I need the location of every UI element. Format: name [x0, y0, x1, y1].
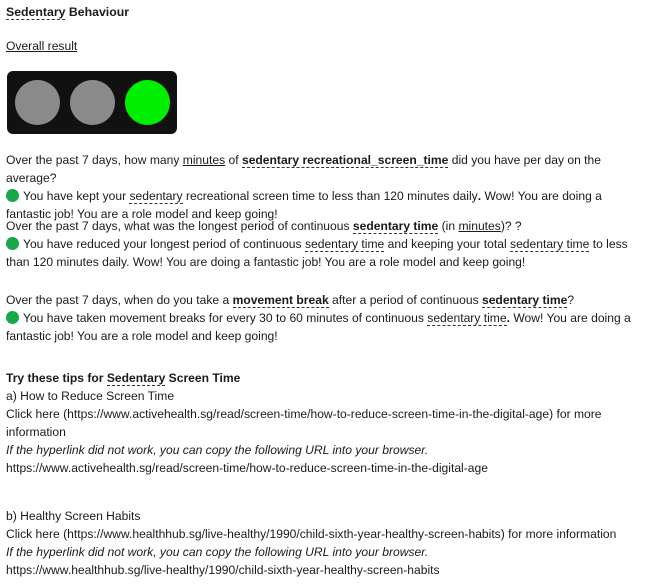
key-term: sedentary time: [481, 293, 568, 307]
title-prefix: Sedentary: [6, 5, 66, 19]
tip-a-url: https://www.activehealth.sg/read/screen-time/how-to-reduce-screen-time-in-the-digital-age: [6, 461, 488, 475]
tips-heading: Try these tips for Sedentary Screen Time: [6, 371, 241, 385]
green-dot-icon: [6, 311, 19, 324]
page-title: [6, 3, 642, 21]
question-text: Over the past 7 days, what was the longest period of continuous sedentary time (in minutes)? ?: [6, 219, 522, 233]
overall-result-label: Overall result: [6, 39, 78, 53]
answer-text: You have taken movement breaks for every 30 to 60 minutes of continuous sedentary time. Wow! You are doing a fantastic job! You are a role model and keep going!: [6, 311, 631, 343]
green-dot-icon: [6, 237, 19, 250]
key-term: sedentary recreational_screen_time: [241, 153, 449, 167]
traffic-light: [7, 71, 177, 134]
tip-a-title: a) How to Reduce Screen Time: [6, 389, 175, 403]
question-text: Over the past 7 days, how many minutes of sedentary recreational_screen_time did you have per day on the average?: [6, 153, 601, 185]
key-term: movement break: [232, 293, 329, 307]
tip-b-link[interactable]: Click here (https://www.healthhub.sg/live-healthy/1990/child-sixth-year-healthy-screen-habits) for more information: [6, 527, 617, 541]
red-light-icon: [15, 80, 60, 125]
question-text: Over the past 7 days, when do you take a movement break after a period of continuous sedentary time?: [6, 293, 575, 307]
key-term: sedentary time: [352, 219, 439, 233]
title-rest: Behaviour: [65, 5, 130, 19]
tip-a-note: If the hyperlink did not work, you can copy the following URL into your browser.: [6, 443, 429, 457]
question-block-screen-time: [6, 151, 642, 223]
amber-light-icon: [70, 80, 115, 125]
tip-b-title: b) Healthy Screen Habits: [6, 509, 141, 523]
minutes-term: minutes: [182, 153, 226, 167]
question-block-longest-period: [6, 217, 642, 271]
green-dot-icon: [6, 189, 19, 202]
tip-b-url: https://www.healthhub.sg/live-healthy/1990/child-sixth-year-healthy-screen-habits: [6, 563, 440, 577]
green-light-icon: [125, 80, 170, 125]
tip-a-link[interactable]: Click here (https://www.activehealth.sg/read/screen-time/how-to-reduce-screen-time-in-the-digital-age) for more information: [6, 407, 602, 439]
question-block-movement-break: [6, 291, 642, 345]
tip-b-section: [6, 507, 642, 579]
minutes-term: minutes: [458, 219, 501, 233]
answer-text: You have reduced your longest period of continuous sedentary time and keeping your total sedentary time to less than 120 minutes daily. Wow! You are doing a fantastic job! You are a role model and keep going!: [6, 237, 628, 269]
answer-text: You have kept your sedentary recreational screen time to less than 120 minutes daily. Wow! You are doing a fantastic job! You are a role model and keep going!: [6, 189, 602, 221]
tip-b-note: If the hyperlink did not work, you can copy the following URL into your browser.: [6, 545, 429, 559]
tips-section: [6, 369, 642, 477]
